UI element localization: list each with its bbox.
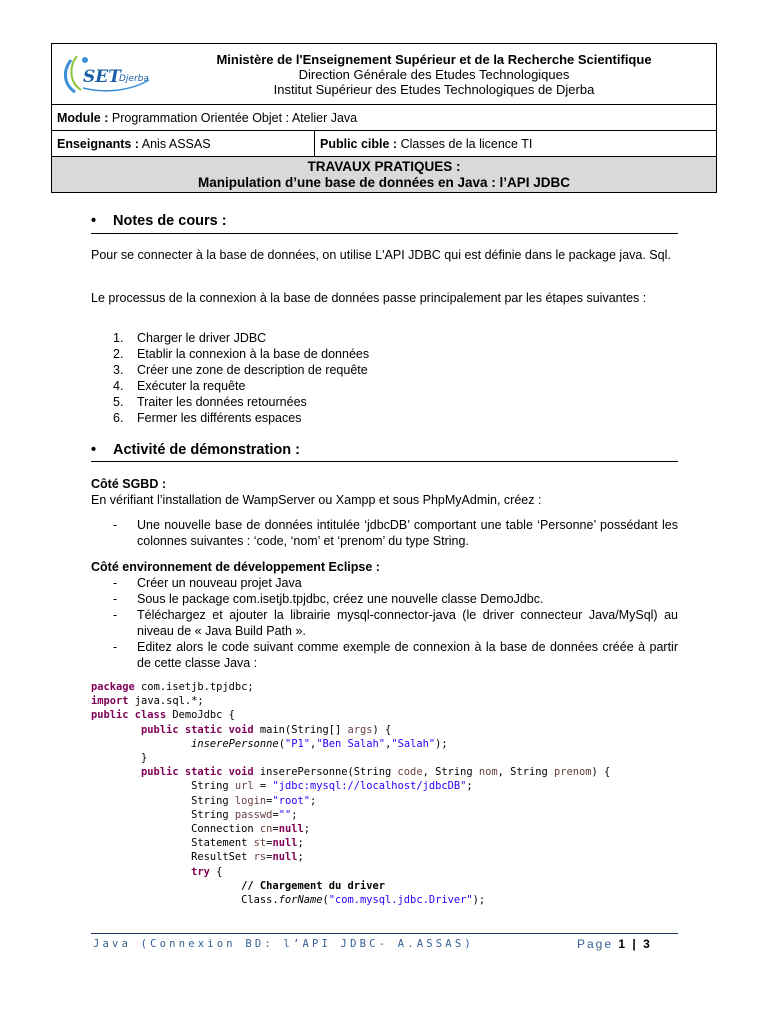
list-item: 2. Etablir la connexion à la base de données (113, 347, 370, 361)
section-rule (91, 233, 678, 234)
ministry-name: Ministère de l'Enseignement Supérieur et de la Recherche Scientifique (216, 51, 652, 67)
institute-name: Institut Supérieur des Etudes Technologiques de Djerba (273, 81, 595, 97)
list-item: 4. Exécuter la requête (113, 379, 246, 393)
bullet-icon: • (91, 213, 97, 229)
steps-list (113, 330, 369, 426)
module-value: Programmation Orientée Objet : Atelier Java (111, 110, 358, 125)
list-item: 1. Charger le driver JDBC (113, 331, 267, 345)
sgbd-title: Côté SGBD : (91, 477, 166, 491)
teachers-value: Anis ASSAS (141, 136, 211, 151)
java-code-block: package com.isetjb.tpjdbc; import java.sql.*; public class DemoJdbc { public static void main(String[] args) { inserePersonne("P1","Ben Salah","Salah"); } public static void inserePersonne(String code, String nom, String prenom) { String url = "jdbc:mysql://localhost/jdbcDB"; String login="root"; String passwd=""; Connection cn=null; Statement st=null; ResultSet rs=null; try { // Chargement du driver Class.forName("com.mysql.jdbc.Driver"); (91, 681, 611, 907)
demo-heading-text: Activité de démonstration : (113, 442, 300, 458)
notes-paragraph-1: Pour se connecter à la base de données, on utilise L'API JDBC qui est définie dans le package java. Sql. (91, 248, 671, 262)
notes-paragraph-2: Le processus de la connexion à la base de données passe principalement par les étapes suivantes : (91, 291, 647, 305)
tp-subtitle: Manipulation d’une base de données en Java : l’API JDBC (197, 174, 571, 190)
list-item: 3. Créer une zone de description de requête (113, 363, 368, 377)
svg-text:SET: SET (83, 67, 121, 87)
list-item: - Téléchargez et ajouter la librairie mysql-connector-java (le driver connecteur Java/MySql) au niveau de « Java Build Path ». (113, 608, 678, 638)
sgbd-list (113, 517, 678, 549)
section-heading-demo (91, 442, 300, 458)
module-label: Module : (57, 110, 109, 125)
page-number: Page 1 | 3 (577, 937, 652, 951)
tp-title: TRAVAUX PRATIQUES : (307, 158, 461, 174)
audience-value: Classes de la licence TI (400, 136, 533, 151)
sgbd-block (91, 476, 678, 508)
list-item: 6. Fermer les différents espaces (113, 411, 302, 425)
list-item: - Une nouvelle base de données intitulée ‘jdbcDB’ comportant une table ‘Personne’ possédant les colonnes suivantes : ‘code, ‘nom’ et ‘prenom’ du type String. (113, 518, 678, 548)
list-item: 5. Traiter les données retournées (113, 395, 307, 409)
sgbd-text: En vérifiant l’installation de WampServer ou Xampp et sous PhpMyAdmin, créez : (91, 493, 542, 507)
audience-cell (315, 131, 717, 157)
module-cell (52, 105, 717, 131)
eclipse-list (113, 575, 678, 671)
header-table (51, 43, 717, 193)
section-rule (91, 461, 678, 462)
svg-text:Djerba: Djerba (119, 74, 149, 84)
iset-logo (57, 50, 157, 98)
tp-title-cell (52, 157, 717, 193)
bullet-icon: • (91, 442, 97, 458)
list-item: - Sous le package com.isetjb.tpjdbc, créez une nouvelle classe DemoJdbc. (113, 592, 544, 606)
section-heading-notes (91, 213, 227, 229)
list-item: - Créer un nouveau projet Java (113, 576, 302, 590)
teachers-label: Enseignants : (57, 136, 139, 151)
eclipse-title: Côté environnement de développement Eclipse : (91, 560, 380, 574)
list-item: - Editez alors le code suivant comme exemple de connexion à la base de données créée à partir de cette classe Java : (113, 640, 678, 670)
notes-heading-text: Notes de cours : (113, 213, 227, 229)
direction-name: Direction Générale des Etudes Technologiques (298, 66, 570, 82)
audience-label: Public cible : (320, 136, 398, 151)
footer-rule (91, 933, 678, 934)
teachers-cell (52, 131, 315, 157)
footer-title: Java (Connexion BD: l’API JDBC- A.ASSAS) (93, 938, 474, 950)
header-institution-cell (52, 44, 717, 105)
